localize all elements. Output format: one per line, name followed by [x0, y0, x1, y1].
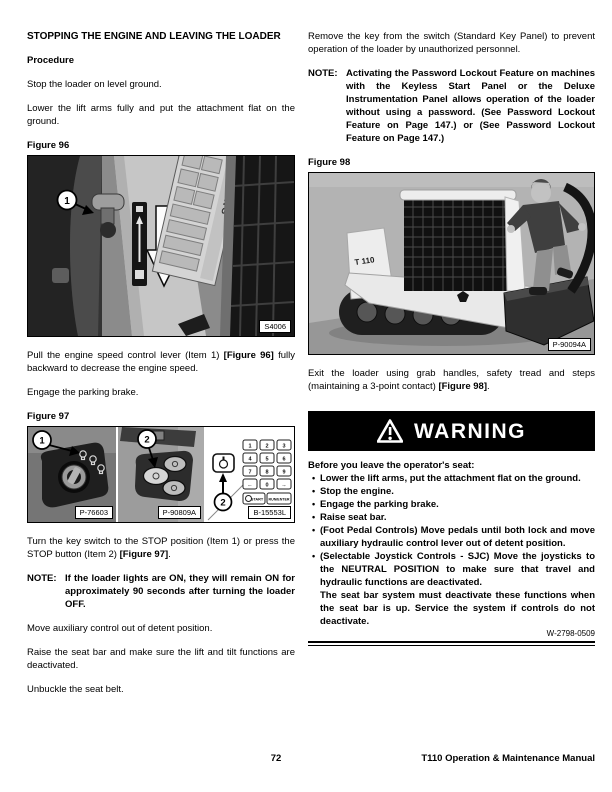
key-switch: [58, 461, 90, 493]
arrow-right-key: →: [281, 482, 287, 489]
two-column-layout: [27, 30, 595, 707]
key-label: 7: [248, 469, 252, 476]
warning-item: [308, 498, 595, 511]
warning-item: [308, 589, 595, 628]
callout-1-number: 1: [39, 435, 45, 447]
warning-item-text: (Selectable Joystick Controls - SJC) Move the joysticks to the NEUTRAL POSITION to make sure that travel and hydraulic functions are deactivated.: [320, 551, 595, 588]
bullet: [308, 589, 320, 628]
figure-97-panel-key-switch: [28, 427, 116, 522]
bullet: •: [312, 512, 316, 522]
speed-decal: [132, 202, 147, 286]
warning-item: [308, 485, 595, 498]
figure-97-panel-keypad: [206, 427, 294, 522]
figure-98: [308, 172, 595, 355]
text-run: .: [168, 549, 171, 560]
note-text: If the loader lights are ON, they will remain ON for approximately 90 seconds after turning the loader OFF.: [65, 573, 295, 610]
procedure-subheading: Procedure: [27, 55, 74, 66]
figure-96-photo: [28, 156, 294, 336]
callout-2-number: 2: [144, 434, 150, 446]
paragraph: [27, 349, 295, 375]
left-column: [27, 30, 295, 707]
stop-button-key: [213, 454, 234, 472]
key-label: 8: [265, 469, 269, 476]
figure-97-reference: [Figure 97]: [119, 549, 169, 560]
paragraph: Lower the lift arms fully and put the attachment flat on the ground.: [27, 103, 295, 127]
photo-id-label: P-76603: [75, 506, 113, 519]
text-run: Pull the engine speed control lever (Item 1): [27, 350, 224, 361]
key-label: 3: [282, 443, 286, 450]
figure-97-panel-stop-button: [118, 427, 204, 522]
paragraph: Unbuckle the seat belt.: [27, 684, 124, 695]
section-heading: STOPPING THE ENGINE AND LEAVING THE LOADER: [27, 31, 281, 42]
paragraph: Move auxiliary control out of detent position.: [27, 623, 213, 634]
bullet: •: [312, 551, 316, 561]
warning-item: [308, 472, 595, 485]
warning-banner-text: WARNING: [414, 419, 526, 443]
warning-item-text: Engage the parking brake.: [320, 499, 439, 510]
warning-bottom-rule: [308, 641, 595, 646]
text-run: .: [487, 381, 490, 392]
warning-item: [308, 524, 595, 550]
warning-item-text: Lower the lift arms, put the attachment flat on the ground.: [320, 473, 581, 484]
paragraph: Engage the parking brake.: [27, 387, 139, 398]
figure-96-caption: Figure 96: [27, 140, 70, 151]
warning-item-text: (Foot Pedal Controls) Move pedals until both lock and move auxiliary hydraulic control lever out of detent position.: [320, 525, 595, 549]
warning-item-text: Stop the engine.: [320, 486, 394, 497]
note-text: Activating the Password Lockout Feature on machines with the Keyless Start Panel or the Deluxe Instrumentation Panel allows operation of the loader without using a password. (See Password Lockout Feature on Page 147.) or (See Password Lockout Feature on Page 147.): [346, 68, 595, 144]
warning-box: [308, 411, 595, 646]
bullet: •: [312, 473, 316, 483]
key-label: 0: [265, 482, 269, 489]
paragraph: [27, 535, 295, 561]
cab: [400, 190, 525, 291]
page-number: 72: [270, 753, 282, 764]
start-key-label: START: [250, 497, 264, 502]
warning-item-text: The seat bar system must deactivate these functions when the seat bar is up. Service the system if controls do not deactivate.: [320, 590, 595, 627]
note-label: NOTE:: [308, 68, 338, 79]
warning-banner: [308, 411, 595, 451]
note-label: NOTE:: [27, 573, 57, 584]
figure-96-reference: [Figure 96]: [223, 350, 274, 361]
callout-2-number: 2: [220, 497, 226, 509]
text-run: Exit the loader using grab handles, safety tread and steps (maintaining a 3-point contact): [308, 368, 595, 392]
arrow-left-key: ←: [247, 482, 253, 489]
paragraph: [308, 367, 595, 393]
note-block: [308, 67, 595, 145]
paragraph: Remove the key from the switch (Standard Key Panel) to prevent operation of the loader by unauthorized personnel.: [308, 31, 595, 55]
callout-1-number: 1: [64, 196, 70, 207]
right-column: [308, 30, 595, 707]
key-label: 1: [248, 443, 252, 450]
warning-code: W-2798-0509: [546, 629, 595, 638]
key-label: 9: [282, 469, 286, 476]
bullet: •: [312, 486, 316, 496]
bullet: •: [312, 499, 316, 509]
key-label: 2: [265, 443, 269, 450]
machine-model-text: T 110: [354, 255, 376, 267]
paragraph: Raise the seat bar and make sure the lift and tilt functions are deactivated.: [27, 647, 295, 671]
seat-back: [28, 156, 102, 336]
warning-item: [308, 511, 595, 524]
warning-triangle-icon: [377, 419, 403, 443]
figure-97: [27, 426, 295, 523]
warning-intro: Before you leave the operator's seat:: [308, 460, 475, 471]
run-enter-key-label: RUN/ENTER: [268, 497, 290, 502]
figure-98-reference: [Figure 98]: [438, 381, 487, 392]
text-run: Turn the key switch to the STOP position (Item 1) or press the STOP button (Item 2): [27, 536, 295, 560]
warning-item-text: Raise seat bar.: [320, 512, 387, 523]
key-label: 4: [248, 456, 252, 463]
figure-98-caption: Figure 98: [308, 157, 351, 168]
photo-id-label: B-15553L: [248, 506, 291, 519]
figure-97-caption: Figure 97: [27, 411, 70, 422]
text-run: fully backward to decrease the engine speed.: [27, 350, 296, 374]
key-label: 5: [265, 456, 269, 463]
photo-id-label: P-90094A: [548, 338, 591, 351]
photo-id-label: P-90809A: [158, 506, 201, 519]
photo-id-label: S4006: [259, 320, 291, 333]
note-block: [27, 572, 295, 611]
start-run-keys: [243, 493, 291, 504]
key-label: 6: [282, 456, 286, 463]
manual-title: T110 Operation & Maintenance Manual: [421, 753, 595, 764]
warning-item: [308, 550, 595, 589]
bullet: •: [312, 525, 316, 535]
paragraph: Stop the loader on level ground.: [27, 79, 162, 90]
figure-96: [27, 155, 295, 337]
figure-98-photo: [309, 173, 594, 354]
